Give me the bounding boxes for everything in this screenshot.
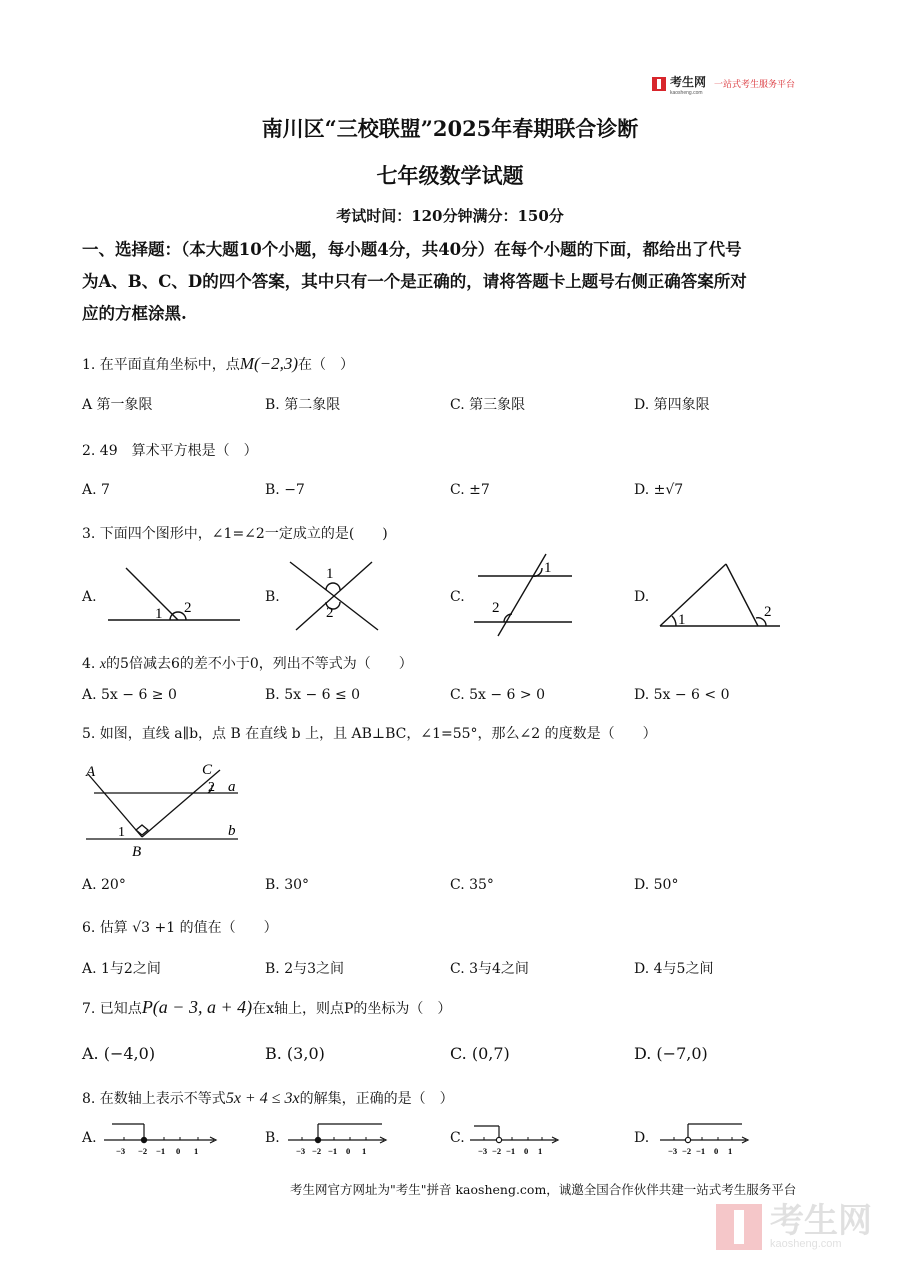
watermark-logo-icon — [716, 1204, 762, 1250]
math-expression: M(−2,3) — [239, 354, 299, 373]
tick-label: −2 — [682, 1146, 692, 1156]
watermark — [716, 1204, 872, 1250]
figure-c — [474, 554, 572, 636]
tick-label: −2 — [492, 1146, 502, 1156]
option-a[interactable]: A. 20° — [82, 877, 126, 893]
tick-label: 0 — [714, 1146, 719, 1156]
section-line: 应的方框涂黑. — [82, 304, 187, 323]
option-a[interactable]: A. 1与2之间 — [82, 961, 161, 977]
angle-label: 2 — [764, 604, 772, 620]
question-2: 2. 49 算术平方根是（ ） — [82, 443, 258, 459]
page-title: 南川区“三校联盟”2025年春期联合诊断 — [261, 116, 639, 141]
option-b[interactable]: B. 2与3之间 — [265, 961, 345, 977]
question-5: 5. 如图，直线 a∥b，点 B 在直线 b 上，且 AB⊥BC，∠1=55°，那么∠2 的度数是（ ） — [82, 726, 657, 742]
tick-label: 1 — [728, 1146, 733, 1156]
angle-label: 1 — [155, 606, 163, 622]
tick-label: 0 — [524, 1146, 529, 1156]
logo-text: 考生网 — [670, 75, 707, 89]
option-c[interactable]: C. 第三象限 — [450, 397, 526, 413]
option-b[interactable]: B. 30° — [265, 877, 310, 893]
brand-logo — [652, 71, 795, 96]
number-line-a — [104, 1124, 216, 1143]
option-c[interactable]: C. — [450, 589, 465, 605]
option-b[interactable]: B. 第二象限 — [265, 397, 341, 413]
tick-label: −1 — [156, 1146, 166, 1156]
section-heading — [82, 234, 822, 330]
question-5-figure — [76, 756, 256, 862]
line-label: a — [228, 779, 236, 795]
angle-label: 2 — [492, 600, 500, 616]
tick-label: 0 — [176, 1146, 181, 1156]
question-6: 6. 估算 √3 +1 的值在（ ） — [82, 920, 278, 936]
logo-icon — [652, 77, 666, 91]
option-c[interactable]: C. 3与4之间 — [450, 961, 529, 977]
tick-label: −3 — [668, 1146, 678, 1156]
option-a[interactable]: A. 5x − 6 ≥ 0 — [82, 687, 177, 703]
exam-info: 考试时间：120分钟满分：150分 — [336, 207, 564, 225]
math-expression: 5x + 4 ≤ 3x — [225, 1090, 300, 1107]
angle-label: 1 — [326, 566, 334, 582]
tick-label: 1 — [362, 1146, 367, 1156]
number-line-b — [288, 1124, 386, 1143]
option-a[interactable]: A. 7 — [82, 482, 110, 498]
watermark-sub: kaosheng.com — [770, 1238, 842, 1250]
tick-label: −3 — [116, 1146, 126, 1156]
figure-a — [108, 568, 240, 620]
option-c[interactable]: C. (0,7) — [450, 1044, 510, 1063]
tick-label: −1 — [696, 1146, 706, 1156]
option-d[interactable]: D. 5x − 6 < 0 — [634, 687, 730, 703]
option-c[interactable]: C. ±7 — [450, 482, 490, 498]
tick-label: −3 — [296, 1146, 306, 1156]
line-label: b — [228, 823, 236, 839]
option-c[interactable]: C. — [450, 1130, 465, 1146]
math-expression: P(a − 3, a + 4) — [141, 997, 253, 1017]
option-c[interactable]: C. 5x − 6 > 0 — [450, 687, 545, 703]
axis-tick-labels — [116, 1146, 732, 1156]
option-b[interactable]: B. (3,0) — [265, 1044, 325, 1063]
angle-label: 2 — [208, 780, 215, 795]
point-label: A — [86, 764, 96, 780]
option-c[interactable]: C. 35° — [450, 877, 494, 893]
question-8: 8. 在数轴上表示不等式5x + 4 ≤ 3x的解集，正确的是（ ） — [82, 1090, 454, 1107]
angle-label: 1 — [678, 612, 686, 628]
question-7: 7. 已知点P(a − 3, a + 4)在x轴上，则点P的坐标为（ ） — [82, 997, 452, 1017]
option-b[interactable]: B. −7 — [265, 482, 305, 498]
option-a[interactable]: A 第一象限 — [82, 397, 153, 413]
option-d[interactable]: D. 第四象限 — [634, 397, 710, 413]
number-line-c — [470, 1126, 558, 1143]
option-a[interactable]: A. — [82, 1130, 97, 1146]
tick-label: −3 — [478, 1146, 488, 1156]
question-1: 1. 在平面直角坐标中，点M(−2,3)在（ ） — [82, 354, 355, 373]
tick-label: −1 — [506, 1146, 516, 1156]
angle-label: 1 — [118, 825, 125, 840]
option-d[interactable]: D. 4与5之间 — [634, 961, 714, 977]
option-d[interactable]: D. (−7,0) — [634, 1044, 708, 1063]
angle-label: 2 — [326, 605, 334, 621]
question-8-number-lines — [0, 1118, 900, 1158]
option-b[interactable]: B. — [265, 1130, 280, 1146]
section-line: 为A、B、C、D的四个答案，其中只有一个是正确的，请将答题卡上题号右侧正确答案所对 — [82, 272, 747, 291]
question-3-figures — [0, 550, 900, 640]
tick-label: 1 — [538, 1146, 543, 1156]
tick-label: −1 — [328, 1146, 338, 1156]
section-line: 一、选择题：（本大题10个小题，每小题4分，共40分）在每个小题的下面，都给出了代号 — [82, 240, 742, 259]
option-d[interactable]: D. — [634, 589, 650, 605]
point-label: C — [202, 762, 213, 778]
logo-slogan: 一站式考生服务平台 — [714, 79, 796, 89]
question-3: 3. 下面四个图形中，∠1=∠2一定成立的是( ) — [82, 526, 388, 542]
option-b[interactable]: B. — [265, 589, 280, 605]
footer-note: 考生网官方网址为"考生"拼音 kaosheng.com，诚邀全国合作伙伴共建一站式考生服务平台 — [290, 1182, 797, 1197]
option-d[interactable]: D. — [634, 1130, 650, 1146]
tick-label: −2 — [138, 1146, 148, 1156]
logo-sub: kaosheng.com — [670, 90, 703, 96]
figure-b — [290, 562, 378, 630]
page-subtitle: 七年级数学试题 — [376, 163, 524, 188]
option-d[interactable]: D. 50° — [634, 877, 679, 893]
option-d[interactable]: D. ±√7 — [634, 482, 684, 498]
question-4: 4. x的5倍减去6的差不小于0，列出不等式为（ ） — [82, 656, 413, 672]
math-expression: x — [99, 657, 107, 672]
tick-label: 1 — [194, 1146, 199, 1156]
number-line-d — [660, 1124, 748, 1143]
angle-label: 2 — [184, 600, 192, 616]
tick-label: 0 — [346, 1146, 351, 1156]
option-a[interactable]: A. (−4,0) — [82, 1044, 156, 1063]
watermark-text: 考生网 — [770, 1202, 872, 1240]
tick-label: −2 — [312, 1146, 322, 1156]
option-a[interactable]: A. — [82, 589, 97, 605]
angle-label: 1 — [544, 560, 552, 576]
point-label: B — [132, 844, 142, 860]
option-b[interactable]: B. 5x − 6 ≤ 0 — [265, 687, 361, 703]
